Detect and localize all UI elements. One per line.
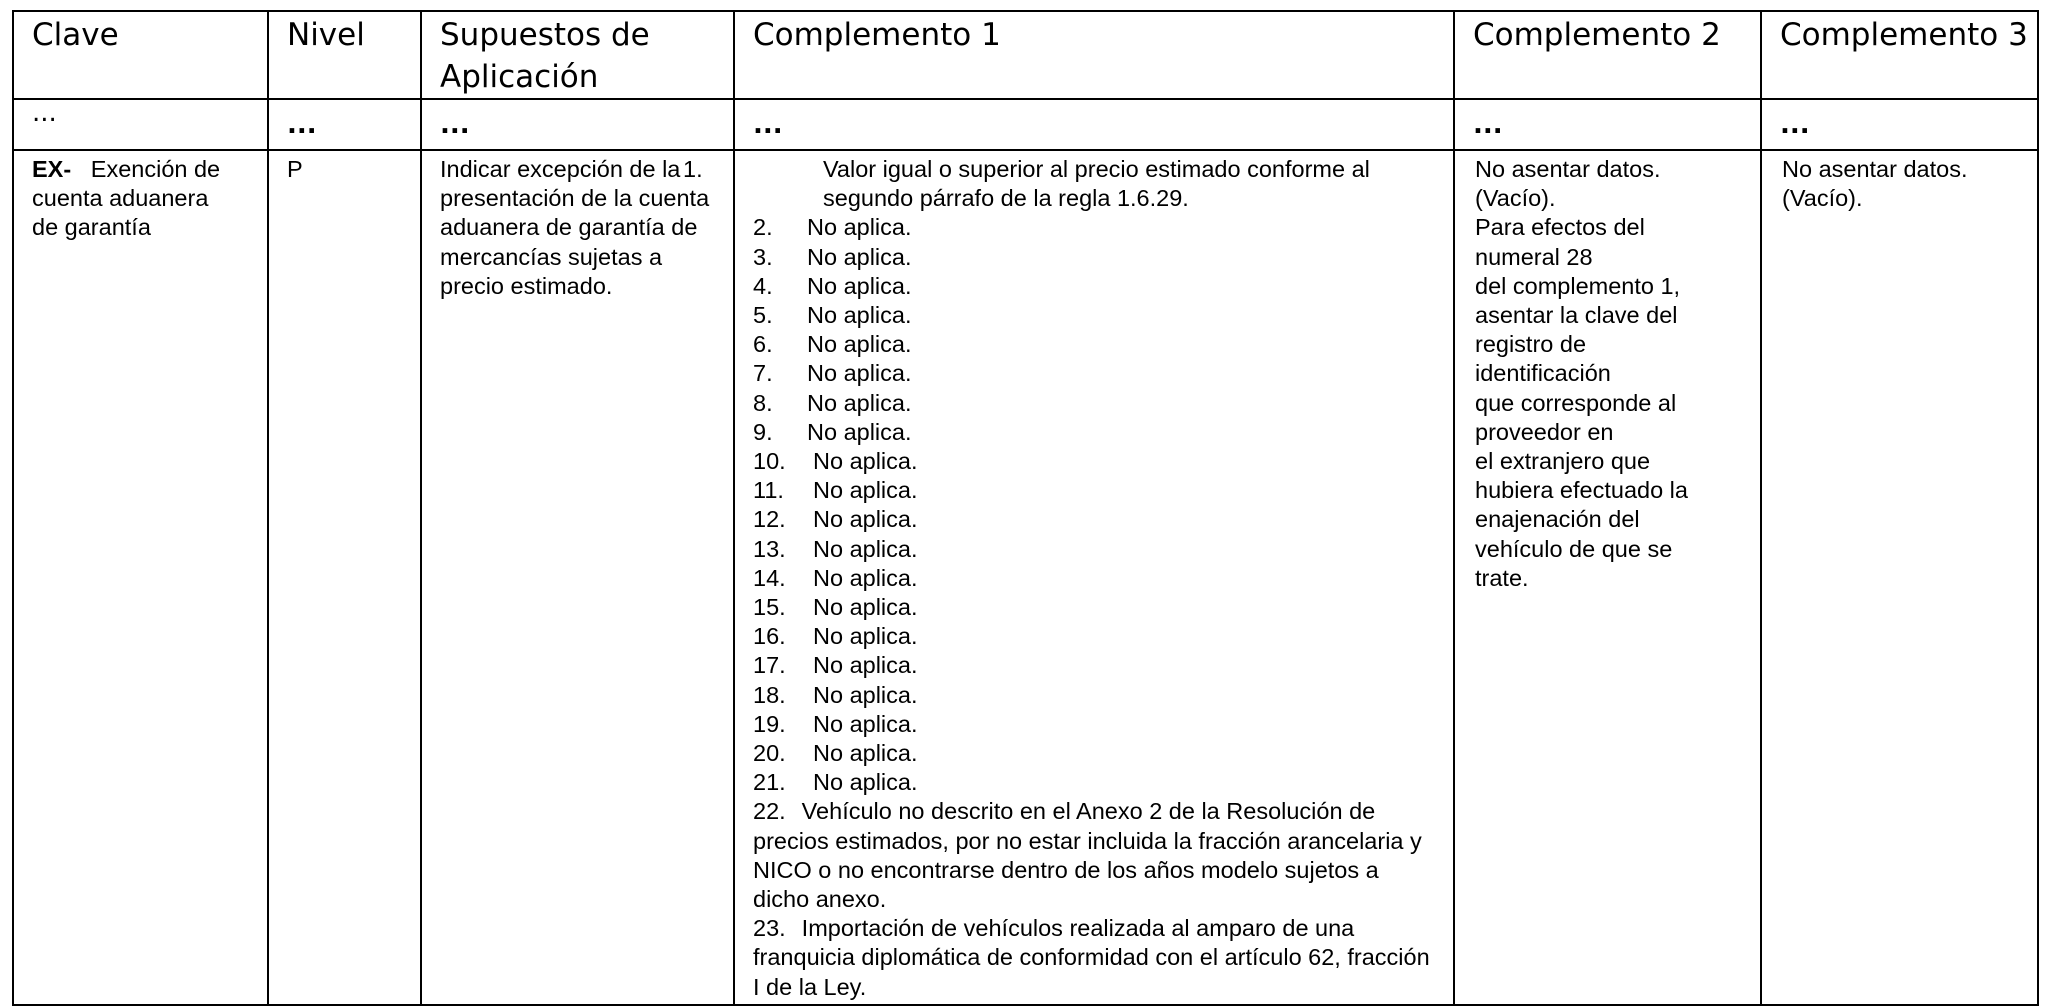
complemento-1-item (683, 155, 1439, 213)
item-number: 7. (753, 360, 773, 387)
item-text: No aplica. (813, 535, 918, 562)
complemento-1-item (753, 739, 1439, 768)
header-clave: Clave (13, 11, 268, 99)
complemento-1-item (753, 418, 1439, 447)
entry-complemento-2 (1454, 150, 1761, 1005)
item-number: 1. (683, 156, 703, 182)
entry-row (13, 150, 2038, 1005)
header-row (13, 11, 2038, 99)
complemento-1-item (753, 243, 1439, 272)
complemento-2-line: vehículo de que se (1475, 535, 1673, 562)
complemento-1-item (753, 710, 1439, 739)
ellipsis-row (13, 99, 2038, 150)
complemento-2-line: proveedor en (1475, 418, 1614, 445)
item-text: No aplica. (807, 214, 912, 241)
complemento-1-item (753, 447, 1439, 476)
item-text: No aplica. (813, 652, 918, 679)
item-number: 3. (753, 243, 773, 270)
complemento-1-item (753, 359, 1439, 388)
complemento-1-item (753, 389, 1439, 418)
entry-complemento-3 (1761, 150, 2038, 1005)
ellipsis-clave: ... (13, 99, 268, 150)
complemento-1-item (753, 593, 1439, 622)
entry-supuestos: Indicar excepción de la presentación de la cuenta aduanera de garantía de mercancías sujetas a precio estimado. (421, 150, 734, 1005)
item-number: 6. (753, 331, 773, 358)
complemento-1-item (753, 213, 1439, 242)
complemento-2-line: trate. (1475, 564, 1529, 591)
complemento-2-line: identificación (1475, 360, 1611, 387)
item-text: No aplica. (807, 243, 912, 270)
complemento-2-text (1475, 155, 1752, 593)
complemento-2-line: No asentar datos. (1475, 156, 1661, 182)
ellipsis-complemento-3: ... (1761, 99, 2038, 150)
item-number: 16. (753, 623, 786, 650)
entry-clave-cell (13, 150, 268, 1005)
item-text: Vehículo no descrito en el Anexo 2 de la Resolución de precios estimados, por no estar incluida la fracción arancelaria y NICO o no encontrarse dentro de los años modelo sujetos a dicho anexo. (753, 798, 1422, 913)
item-number: 15. (753, 594, 786, 621)
complemento-3-line: No asentar datos. (1782, 156, 1968, 182)
item-number: 17. (753, 652, 786, 679)
item-number: 2. (753, 214, 773, 241)
item-text: No aplica. (807, 360, 912, 387)
header-complemento-3: Complemento 3 (1761, 11, 2038, 99)
item-number: 21. (753, 769, 786, 796)
complemento-2-line: hubiera efectuado la (1475, 477, 1688, 504)
ellipsis-complemento-2: ... (1454, 99, 1761, 150)
complemento-2-line: del complemento 1, (1475, 272, 1681, 299)
item-text: No aplica. (813, 448, 918, 475)
complemento-1-item (753, 622, 1439, 651)
header-supuestos: Supuestos de Aplicación (421, 11, 734, 99)
item-text: No aplica. (807, 418, 912, 445)
complemento-2-line: enajenación del (1475, 506, 1640, 533)
item-number: 19. (753, 710, 786, 737)
item-text: No aplica. (813, 681, 918, 708)
item-number: 12. (753, 506, 786, 533)
complemento-2-line: (Vacío). (1475, 185, 1556, 212)
complemento-1-item (753, 535, 1439, 564)
item-number: 8. (753, 389, 773, 416)
item-text: Valor igual o superior al precio estimado conforme al segundo párrafo de la regla 1.6.29. (823, 156, 1370, 212)
complemento-2-line: que corresponde al (1475, 389, 1677, 416)
complemento-1-item (753, 505, 1439, 534)
complemento-2-line: numeral 28 (1475, 243, 1593, 270)
ellipsis-nivel: ... (268, 99, 421, 150)
item-text: No aplica. (813, 740, 918, 767)
complemento-2-line: Para efectos del (1475, 214, 1645, 241)
item-text: No aplica. (813, 477, 918, 504)
item-number: 18. (753, 681, 786, 708)
item-text: No aplica. (813, 594, 918, 621)
complemento-2-line: el extranjero que (1475, 448, 1651, 475)
header-complemento-2: Complemento 2 (1454, 11, 1761, 99)
item-text: No aplica. (813, 623, 918, 650)
complemento-1-item (753, 272, 1439, 301)
complemento-1-list (683, 155, 1439, 1002)
complemento-1-item (753, 914, 1439, 1002)
complemento-1-item (753, 564, 1439, 593)
complemento-1-item (753, 476, 1439, 505)
item-text: No aplica. (813, 769, 918, 796)
entry-nivel: P (268, 150, 421, 1005)
header-complemento-1: Complemento 1 (734, 11, 1454, 99)
item-text: No aplica. (813, 564, 918, 591)
item-number: 11. (753, 477, 784, 504)
entry-complemento-1 (683, 150, 1454, 1005)
complemento-1-item (753, 301, 1439, 330)
clave-code: EX- (32, 156, 72, 182)
item-number: 20. (753, 740, 786, 767)
complemento-1-item (753, 651, 1439, 680)
item-text: No aplica. (807, 331, 912, 358)
ellipsis-complemento-1: ... (734, 99, 1454, 150)
item-text: No aplica. (807, 272, 912, 299)
item-text: No aplica. (807, 389, 912, 416)
item-text: No aplica. (813, 506, 918, 533)
item-number: 22. (753, 798, 786, 825)
header-nivel: Nivel (268, 11, 421, 99)
rules-table (12, 10, 2039, 1006)
ellipsis-supuestos: ... (421, 99, 734, 150)
item-number: 5. (753, 302, 773, 329)
clave-description: Exención de cuenta aduanera de garantía (32, 156, 221, 241)
item-number: 23. (753, 915, 786, 942)
item-number: 10. (753, 448, 786, 475)
item-number: 14. (753, 564, 786, 591)
item-number: 4. (753, 272, 773, 299)
complemento-1-item (753, 797, 1439, 914)
item-number: 9. (753, 418, 773, 445)
complemento-1-item (753, 768, 1439, 797)
item-text: Importación de vehículos realizada al amparo de una franquicia diplomática de conformidad con el artículo 62, fracción I de la Ley. (753, 915, 1430, 1000)
complemento-3-line: (Vacío). (1782, 185, 1863, 212)
item-text: No aplica. (813, 710, 918, 737)
complemento-1-item (753, 330, 1439, 359)
complemento-2-line: asentar la clave del (1475, 302, 1678, 329)
item-number: 13. (753, 535, 786, 562)
item-text: No aplica. (807, 302, 912, 329)
complemento-1-item (753, 681, 1439, 710)
complemento-2-line: registro de (1475, 331, 1587, 358)
complemento-3-text (1782, 155, 2029, 213)
